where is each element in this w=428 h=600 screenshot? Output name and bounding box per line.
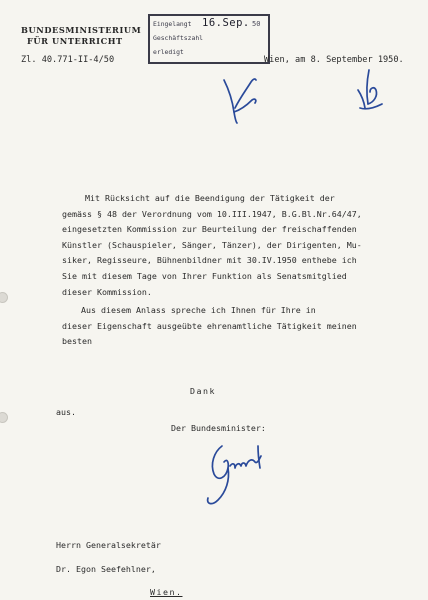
letter-body bbox=[62, 191, 382, 350]
closing-word: aus. bbox=[56, 407, 76, 417]
body-line: siker, Regisseure, Bühnenbildner mit 30.IV.1950 enthebe ich bbox=[62, 255, 357, 266]
punch-hole bbox=[0, 292, 8, 303]
body-line: gemäss § 48 der Verordnung vom 10.III.1947, B.G.Bl.Nr.64/47, bbox=[62, 208, 362, 219]
body-line: dieser Eigenschaft ausgeübte ehrenamtliche Tätigkeit meinen bbox=[62, 320, 357, 331]
letterhead-line: BUNDESMINISTERIUM bbox=[21, 25, 142, 35]
body-line: Sie mit diesem Tage von Ihrer Funktion als Senatsmitglied bbox=[62, 270, 347, 281]
body-line: Künstler (Schauspieler, Sänger, Tänzer), der Dirigenten, Mu- bbox=[62, 239, 362, 250]
initials-signature-2 bbox=[352, 68, 386, 114]
addressee-line: Herrn Generalsekretär bbox=[56, 540, 161, 550]
body-line: Mit Rücksicht auf die Beendigung der Tätigkeit der bbox=[85, 193, 335, 203]
body-line: Aus diesem Anlass spreche ich Ihnen für Ihre in bbox=[81, 305, 316, 316]
stamp-year: 50 bbox=[252, 20, 261, 28]
addressee-block bbox=[56, 534, 182, 600]
place-date: Wien, am 8. September 1950. bbox=[264, 55, 404, 65]
body-line: dieser Kommission. bbox=[62, 286, 152, 297]
body-line: eingesetzten Kommission zur Beurteilung der freischaffenden bbox=[62, 224, 357, 235]
punch-hole bbox=[0, 412, 8, 423]
reference-number: Zl. 40.771-II-4/50 bbox=[21, 55, 115, 65]
addressee-city: Wien. bbox=[150, 587, 183, 597]
initials-signature-1 bbox=[218, 68, 262, 126]
body-line: besten bbox=[62, 336, 92, 347]
letterhead-line: FÜR UNTERRICHT bbox=[27, 36, 123, 46]
stamp-label: erledigt bbox=[153, 48, 184, 56]
thanks-word: Dank bbox=[190, 386, 216, 396]
minister-signature bbox=[200, 438, 274, 510]
stamp-label: Geschäftszahl bbox=[153, 34, 204, 42]
letterhead bbox=[21, 25, 141, 47]
stamp-date: 16.Sep. bbox=[202, 17, 250, 29]
stamp-label: Eingelangt bbox=[153, 20, 192, 28]
addressee-name: Dr. Egon Seefehlner, bbox=[56, 563, 156, 574]
signatory-title: Der Bundesminister: bbox=[171, 423, 266, 433]
received-stamp bbox=[148, 14, 270, 64]
